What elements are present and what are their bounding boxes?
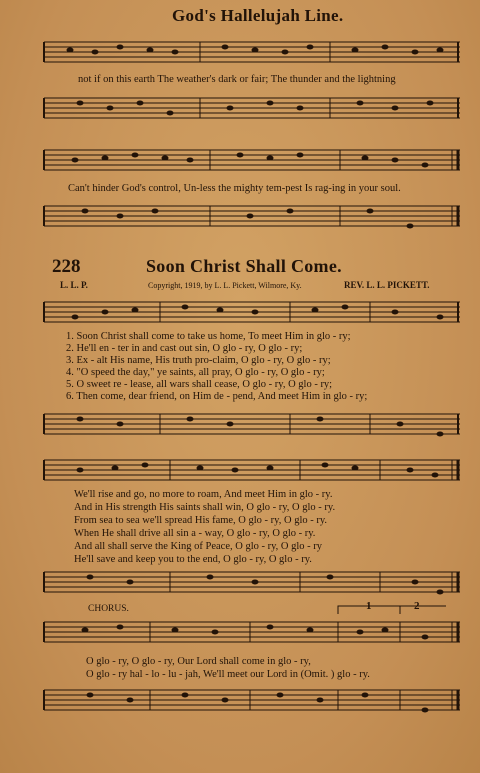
- verse-4-line-b: When He shall drive all sin a - way, O glo - ry, O glo - ry.: [74, 528, 316, 539]
- verse-3-line-a: 3. Ex - alt His name, His truth pro-claim, O glo - ry, O glo - ry;: [66, 355, 331, 366]
- verse-treble-staff-1: [0, 296, 480, 336]
- ending-2-number: 2: [414, 600, 420, 612]
- top-bass-staff-2: [0, 200, 480, 240]
- verse-bass-staff-1: [0, 408, 480, 448]
- chorus-ending-brackets: [0, 602, 480, 616]
- hymn-title: Soon Christ Shall Come.: [146, 256, 342, 276]
- hymn-copyright: Copyright, 1919, by L. L. Pickett, Wilmore, Ky.: [148, 281, 302, 290]
- chorus-line-1: O glo - ry, O glo - ry, Our Lord shall come in glo - ry,: [86, 656, 311, 667]
- verse-6-line-b: He'll save and keep you to the end, O glo - ry, O glo - ry.: [74, 554, 312, 565]
- top-treble-staff-1: [0, 36, 480, 76]
- verse-5-line-b: And all shall serve the King of Peace, O glo - ry, O glo - ry: [74, 541, 323, 552]
- verse-2-line-b: And in His strength His saints shall win, O glo - ry, O glo - ry.: [74, 502, 336, 513]
- chorus-treble-staff: [0, 616, 480, 656]
- hymn-author: REV. L. L. PICKETT.: [344, 280, 430, 290]
- top-hymn-lyric-1: not if on this earth The weather's dark or fair; The thunder and the lightning: [78, 74, 396, 85]
- ending-1-number: 1: [366, 600, 372, 612]
- top-hymn-title: God's Hallelujah Line.: [172, 6, 344, 25]
- verse-1-line-a: 1. Soon Christ shall come to take us home, To meet Him in glo - ry;: [66, 331, 351, 342]
- verse-4-line-a: 4. "O speed the day," ye saints, all pray, O glo - ry, O glo - ry;: [66, 367, 325, 378]
- verse-bass-staff-2: [0, 566, 480, 606]
- chorus-label: CHORUS.: [88, 604, 129, 614]
- top-treble-staff-2: [0, 144, 480, 184]
- verse-2-line-a: 2. He'll en - ter in and cast out sin, O glo - ry, O glo - ry;: [66, 343, 303, 354]
- hymn-meter: L. L. P.: [60, 280, 88, 290]
- verse-5-line-a: 5. O sweet re - lease, all wars shall cease, O glo - ry, O glo - ry;: [66, 379, 333, 390]
- verse-1-line-b: We'll rise and go, no more to roam, And meet Him in glo - ry.: [74, 489, 333, 500]
- verse-3-line-b: From sea to sea we'll spread His fame, O glo - ry, O glo - ry.: [74, 515, 328, 526]
- chorus-line-2: O glo - ry hal - lo - lu - jah, We'll meet our Lord in (Omit. ) glo - ry.: [86, 669, 370, 680]
- verse-6-line-a: 6. Then come, dear friend, on Him de - pend, And meet Him in glo - ry;: [66, 391, 368, 402]
- top-bass-staff-1: [0, 92, 480, 132]
- chorus-bass-staff: [0, 684, 480, 724]
- top-hymn-lyric-2: Can't hinder God's control, Un-less the mighty tem-pest Is rag-ing in your soul.: [68, 183, 401, 194]
- hymn-number: 228: [52, 256, 81, 277]
- verse-treble-staff-2: [0, 454, 480, 494]
